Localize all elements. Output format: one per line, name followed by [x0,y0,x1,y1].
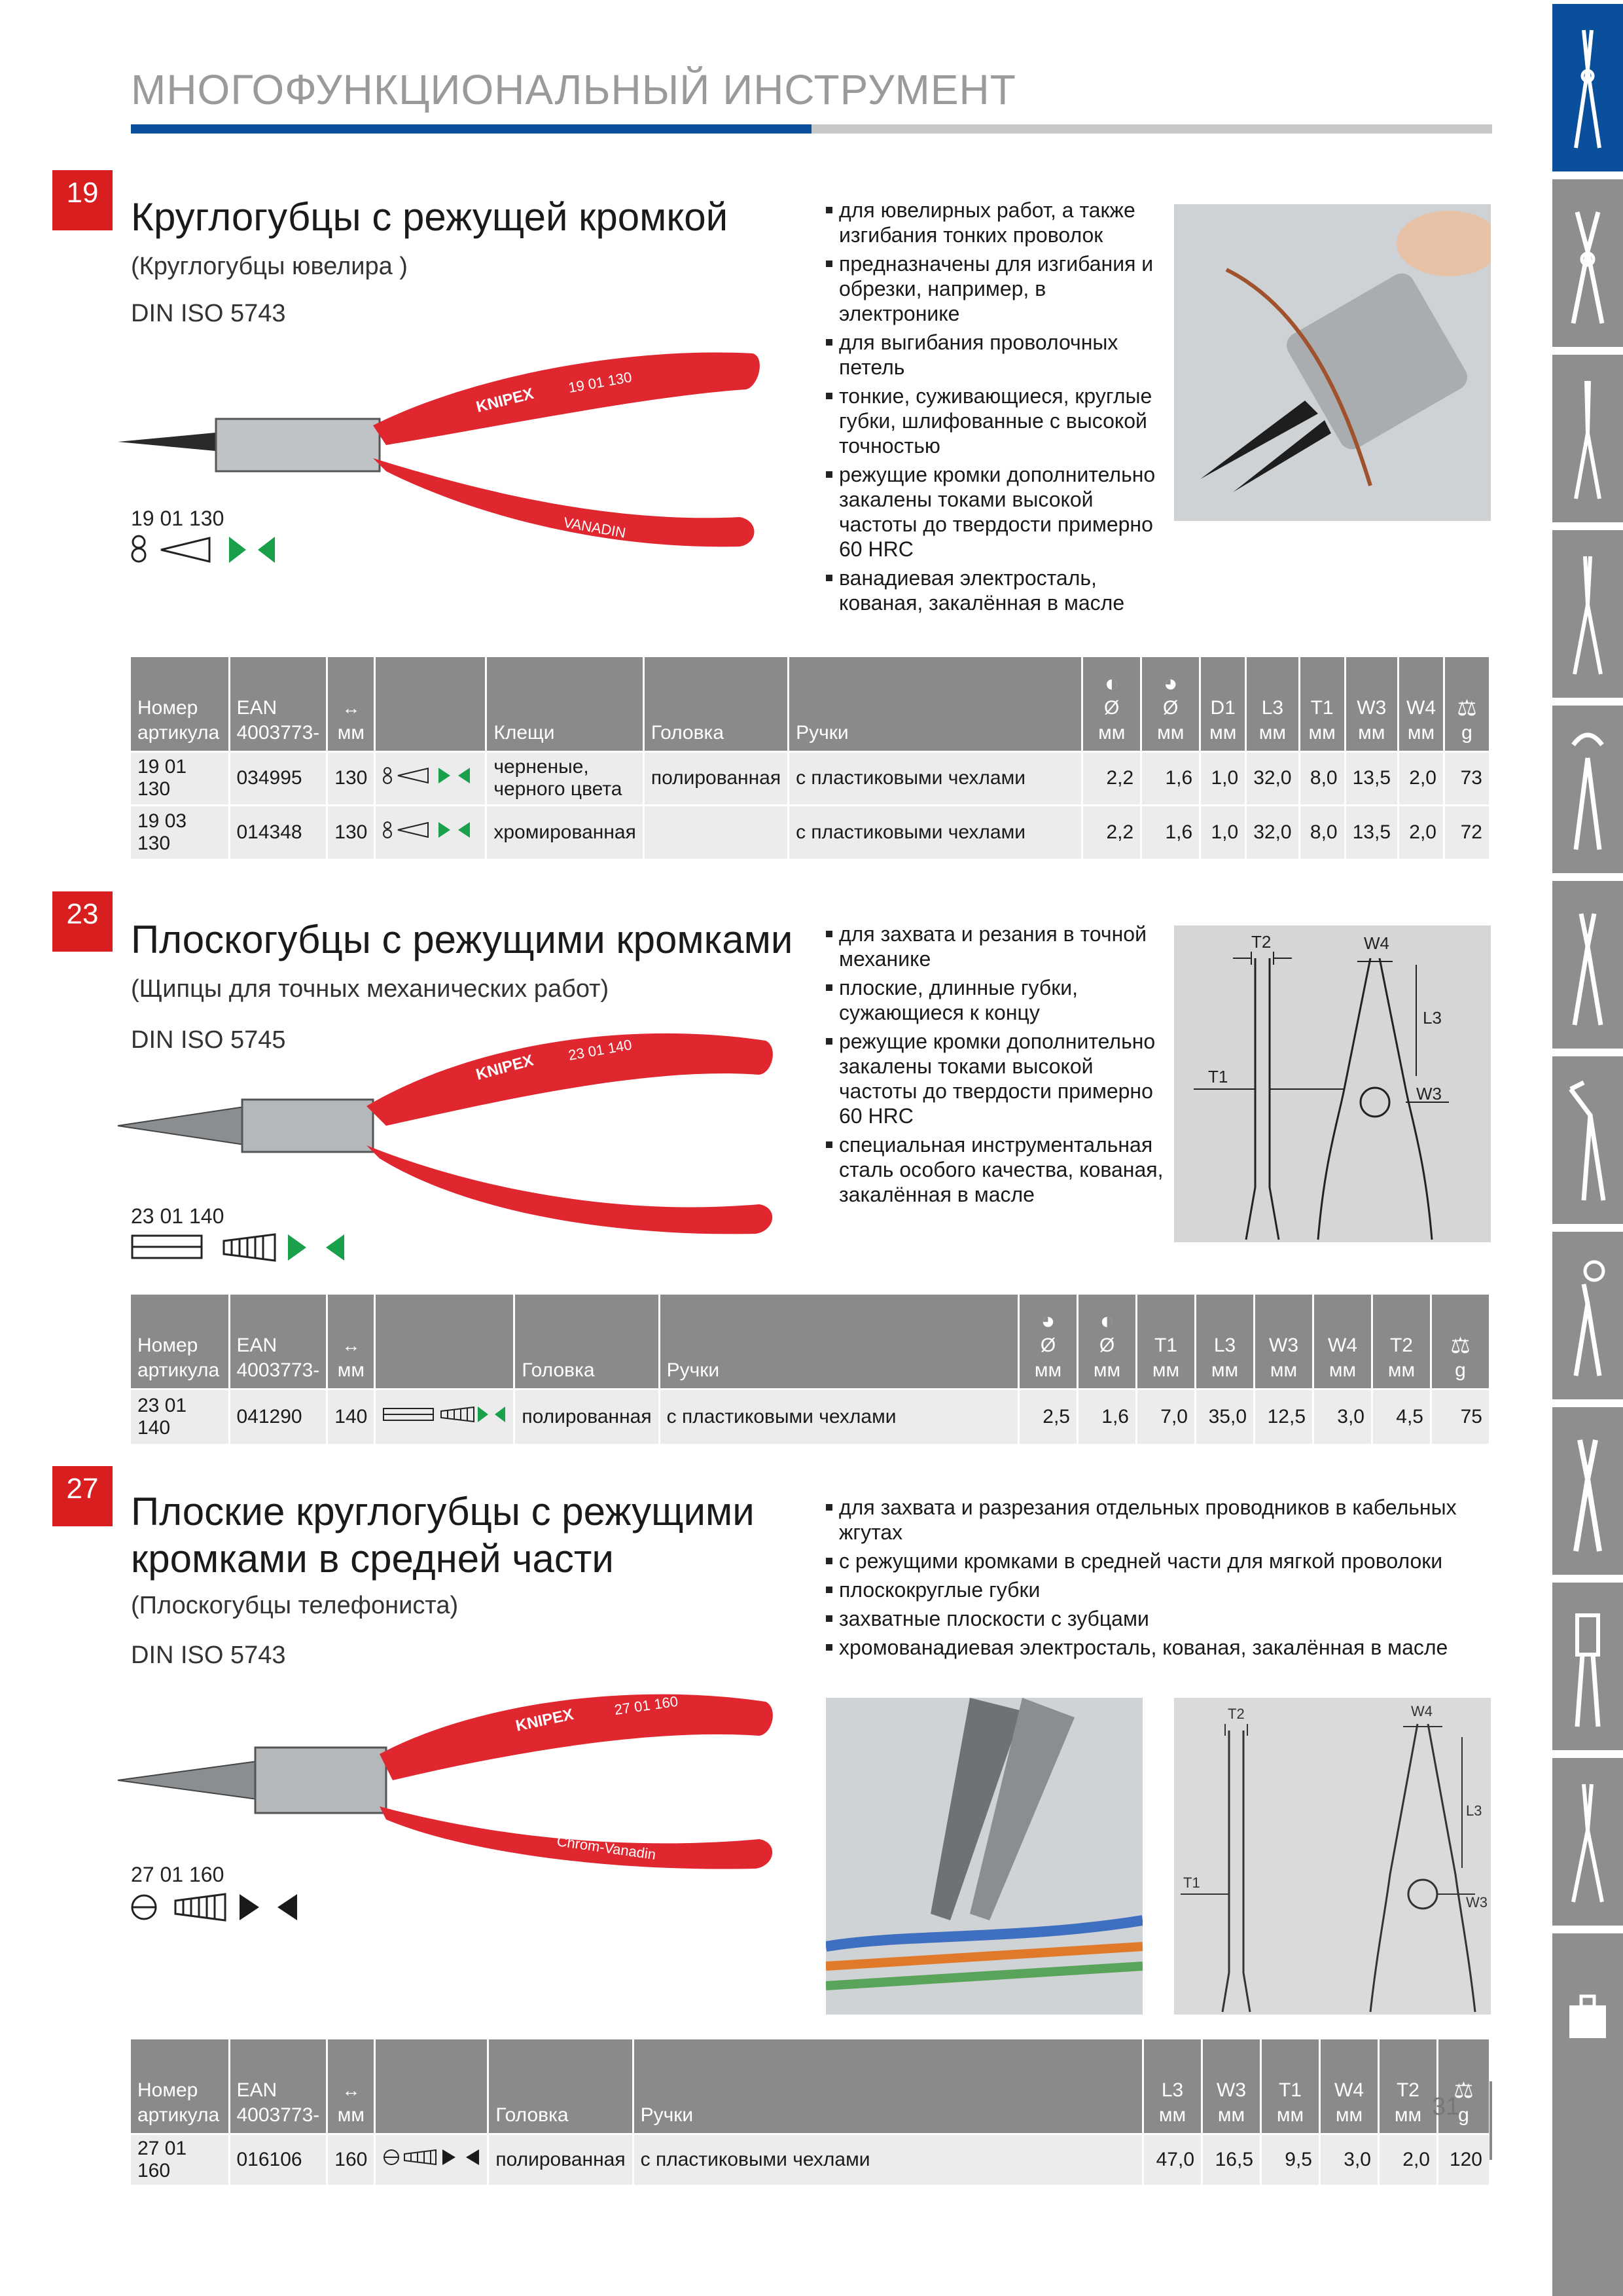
col-diam-medium: ◕ Ø мм [1141,657,1200,751]
feature-item: плоскокруглые губки [826,1577,1487,1602]
feature-item: захватные плоскости с зубцами [826,1606,1487,1631]
cutting-edge-icon [132,536,145,562]
section-title: Круглогубцы с режущей кромкой [131,195,728,239]
sidebar-tab-combination[interactable] [1552,1403,1623,1575]
col-handles: Ручки [659,1295,1018,1389]
feature-item: с режущими кромками в средней части для мягкой проволоки [826,1549,1487,1573]
section-title-line1: Плоские круглогубцы с режущими [131,1490,755,1534]
flat-round-jaw-icon [132,1895,156,1919]
section-title-line2: кромками в средней части [131,1537,614,1581]
col-t1: T1 мм [1137,1295,1196,1389]
dim-label-t1: T1 [1183,1874,1200,1891]
col-l3: L3 мм [1246,657,1299,751]
feature-item: специальная инструментальная сталь особого качества, кованая, закалённая в масле [826,1132,1166,1207]
scale-icon: ⚖ [1454,2077,1474,2103]
col-diam-hard: ◐ Ø мм [1078,1295,1137,1389]
article-number: 27 01 160 [131,1863,224,1886]
dim-label-l3: L3 [1423,1008,1442,1028]
col-length: ↔ мм [327,1295,375,1389]
water-pump-pliers-icon [1564,1076,1611,1207]
row-feature-icons [375,2134,488,2185]
application-photo [1174,204,1491,521]
tapered-jaw-icon [161,538,209,562]
stripping-pliers-icon [1564,199,1611,330]
dim-label-t1: T1 [1208,1067,1228,1086]
end-cutter-icon [1564,725,1611,856]
scale-icon: ⚖ [1457,695,1477,721]
col-head: Головка [488,2039,633,2134]
section-title: Плоскогубцы с режущими кромками [131,918,793,961]
col-w3: W3 мм [1345,657,1398,751]
dim-label-t2: T2 [1228,1706,1245,1722]
col-article: Номер артикула [131,2039,229,2134]
feature-item: для ювелирных работ, а также изгибания тонких проволок [826,198,1166,247]
snipe-nose-pliers-icon [1564,1778,1611,1909]
col-w3: W3 мм [1202,2039,1261,2134]
section-number-badge: 23 [52,891,113,952]
combination-pliers-icon [1564,1427,1611,1558]
spec-table-27 [131,2039,1491,2185]
sidebar-tab-stripping[interactable] [1552,175,1623,347]
smooth-jaw-icon [229,537,275,563]
col-t1: T1 мм [1261,2039,1320,2134]
feature-item: хромованадиевая электросталь, кованая, закалённая в масле [826,1635,1487,1660]
col-symbols [375,1295,514,1389]
col-ean: EAN 4003773- [229,1295,327,1389]
col-w3: W3 мм [1255,1295,1313,1389]
sidebar-tab-diagonal-cutter[interactable] [1552,877,1623,1049]
table-row: 23 01 140 041290 140 полированная с пластиковыми чехлами 2,5 1,6 7,0 35,0 12,5 3,0 4,5 75 [131,1389,1490,1444]
flat-nose-pliers-image [111,1014,785,1237]
sidebar-tab-long-nose[interactable] [1552,526,1623,698]
application-photo [826,1698,1143,2015]
page-title: МНОГОФУНКЦИОНАЛЬНЫЙ ИНСТРУМЕНТ [131,66,1016,113]
serrated-jaw-icon [224,1234,275,1261]
col-diam-medium: ◕ Ø мм [1019,1295,1078,1389]
col-d1: D1 мм [1200,657,1246,751]
col-pliers-finish: Клещи [486,657,643,751]
sidebar-tab-snipe-nose[interactable] [1552,1754,1623,1926]
feature-item: тонкие, суживающиеся, круглые губки, шлифованные с высокой точностью [826,384,1166,458]
sidebar-tab-punch[interactable] [1552,1228,1623,1399]
feature-item: ванадиевая электросталь, кованая, закалённая в масле [826,565,1166,615]
col-handles: Ручки [633,2039,1143,2134]
col-length: ↔ мм [327,657,375,751]
needle-nose-pliers-icon [1564,374,1611,505]
feature-item: для выгибания проволочных петель [826,330,1166,380]
tool-brand-imprint: KNIPEX [474,385,536,416]
tool-code-imprint: 19 01 130 [567,368,633,396]
tool-handle-imprint: VANADIN [562,514,628,541]
row-feature-icons [375,1389,514,1444]
col-t2: T2 мм [1379,2039,1438,2134]
table-row: 19 01 130 034995 130 черненые, черного цвета полированная с пластиковыми чехлами 2,2 1,6 1,0 32,0 8,0 13,5 2,0 73 [131,751,1490,805]
col-diam-hard: ◐ Ø мм [1082,657,1141,751]
row-feature-icons [375,805,486,859]
tool-code-imprint: 23 01 140 [567,1036,633,1064]
col-weight: ⚖ g [1438,2039,1490,2134]
sidebar-tab-crimping[interactable] [1552,1579,1623,1750]
sidebar-tab-tool-case[interactable] [1552,1929,1623,2296]
sidebar-tab-round-nose[interactable] [1552,0,1623,171]
dim-label-l3: L3 [1466,1803,1482,1819]
col-symbols [375,2039,488,2134]
col-weight: ⚖ g [1431,1295,1490,1389]
cutting-jaw-icon [240,1894,297,1920]
hard-wire-icon: ◐ [1104,669,1119,696]
col-article: Номер артикула [131,1295,229,1389]
hard-wire-icon: ◐ [1099,1306,1115,1334]
feature-list [826,1495,1487,1664]
din-standard: DIN ISO 5743 [131,1641,286,1669]
col-w4: W4 мм [1320,2039,1379,2134]
col-t1: T1 мм [1299,657,1345,751]
spec-table-23 [131,1295,1491,1444]
feature-list [826,198,1166,619]
feature-icons [130,531,287,571]
table-row: 19 03 130 014348 130 хромированная с пластиковыми чехлами 2,2 1,6 1,0 32,0 8,0 13,5 2,0 72 [131,805,1490,859]
category-sidebar [1552,0,1623,2296]
page-number: 31 [1432,2093,1460,2121]
row-feature-icons [375,751,486,805]
medium-wire-icon: ◕ [1163,669,1178,696]
sidebar-tab-end-cutter[interactable] [1552,702,1623,873]
din-standard: DIN ISO 5745 [131,1026,286,1054]
table-row: 27 01 160 016106 160 полированная с пластиковыми чехлами 47,0 16,5 9,5 3,0 2,0 120 [131,2134,1490,2185]
col-head: Головка [643,657,788,751]
col-l3: L3 мм [1196,1295,1255,1389]
col-ean: EAN 4003773- [229,2039,327,2134]
col-weight: ⚖ g [1444,657,1490,751]
dim-label-w4: W4 [1411,1703,1433,1719]
serrated-jaw-icon [175,1894,225,1920]
section-subtitle: (Круглогубцы ювелира ) [131,253,408,280]
feature-item: режущие кромки дополнительно закалены токами высокой частоты до твердости примерно 60 HRC [826,1029,1166,1128]
tool-brand-imprint: KNIPEX [474,1051,535,1084]
article-number: 23 01 140 [131,1204,224,1228]
length-arrow-icon: ↔ [342,2079,361,2100]
col-handles: Ручки [789,657,1082,751]
length-arrow-icon: ↔ [342,697,361,718]
article-number: 19 01 130 [131,507,224,530]
sidebar-tab-water-pump[interactable] [1552,1052,1623,1224]
dimension-diagram [1174,925,1491,1242]
tool-code-imprint: 27 01 160 [613,1693,679,1718]
telephone-pliers-image [111,1676,785,1885]
col-head: Головка [514,1295,659,1389]
col-w4: W4 мм [1313,1295,1372,1389]
col-l3: L3 мм [1143,2039,1202,2134]
col-article: Номер артикула [131,657,229,751]
smooth-jaw-icon [288,1234,344,1261]
sidebar-tab-needle-nose[interactable] [1552,351,1623,522]
feature-item: для захвата и разрезания отдельных проводников в кабельных жгутах [826,1495,1487,1545]
dim-label-w4: W4 [1364,933,1389,953]
feature-icons [130,1889,306,1929]
long-nose-pliers-icon [1564,550,1611,681]
section-number-badge: 27 [52,1466,113,1526]
col-ean: EAN 4003773- [229,657,327,751]
diagonal-cutter-icon [1564,901,1611,1031]
feature-icons [131,1229,353,1269]
flat-jaw-icon [132,1236,202,1258]
tool-case-icon [1564,1953,1611,2084]
crimping-pliers-icon [1564,1602,1611,1733]
dimension-diagram [1174,1698,1491,2015]
section-subtitle: (Плоскогубцы телефониста) [131,1592,459,1619]
din-standard: DIN ISO 5743 [131,300,286,327]
tool-brand-imprint: KNIPEX [514,1705,575,1735]
feature-item: для захвата и резания в точной механике [826,922,1166,971]
round-nose-pliers-icon [1564,24,1611,154]
section-subtitle: (Щипцы для точных механических работ) [131,975,609,1003]
col-length: ↔ мм [327,2039,375,2134]
dim-label-w3: W3 [1416,1084,1442,1103]
medium-wire-icon: ◕ [1041,1306,1056,1334]
col-symbols [375,657,486,751]
dim-label-w3: W3 [1466,1894,1488,1910]
length-arrow-icon: ↔ [342,1335,361,1355]
punch-pliers-icon [1564,1251,1611,1382]
feature-list [826,922,1166,1211]
feature-item: режущие кромки дополнительно закалены токами высокой частоты до твердости примерно 60 HRC [826,462,1166,562]
feature-item: предназначены для изгибания и обрезки, например, в электронике [826,251,1166,326]
section-number-badge: 19 [52,170,113,230]
feature-item: плоские, длинные губки, сужающиеся к концу [826,975,1166,1025]
col-w4: W4 мм [1399,657,1444,751]
scale-icon: ⚖ [1450,1333,1471,1358]
spec-table-19 [131,657,1491,859]
tool-handle-imprint: Chrom-Vanadin [556,1833,657,1863]
col-t2: T2 мм [1372,1295,1431,1389]
title-rule [131,124,1492,134]
dim-label-t2: T2 [1251,932,1272,952]
page-number-rule [1489,2081,1492,2160]
